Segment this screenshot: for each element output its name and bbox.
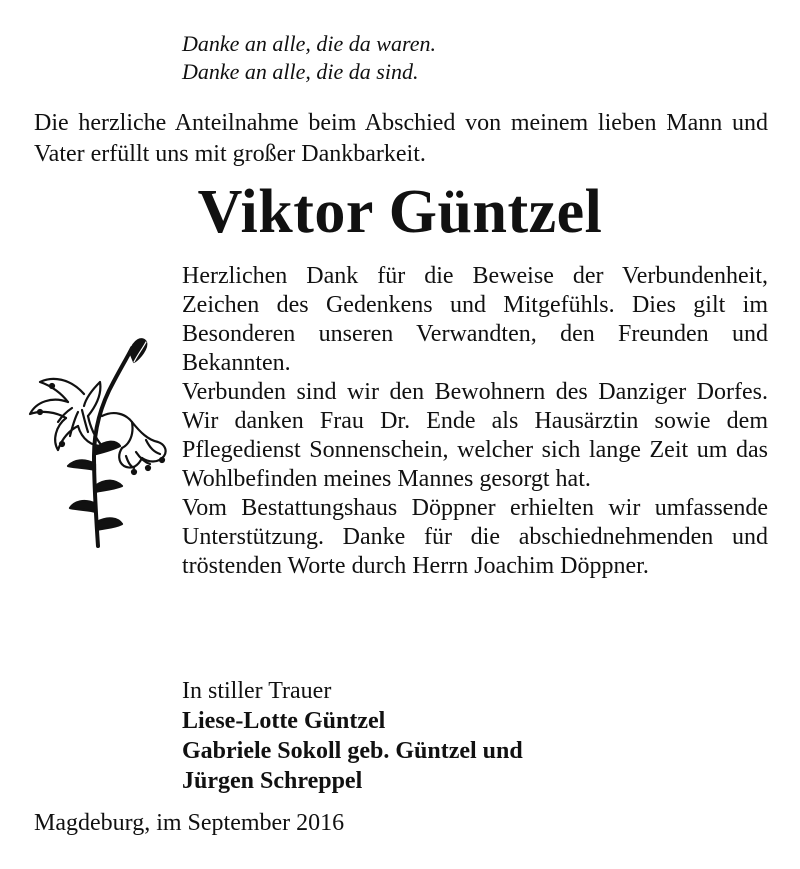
closing — [182, 676, 523, 796]
body-text — [182, 262, 768, 581]
closing-intro: In stiller Trauer — [182, 678, 332, 704]
intro-text: Die herzliche Anteilnahme beim Abschied von meinem lieben Mann und Vater erfüllt uns mit großer Dankbarkeit. — [34, 110, 768, 167]
lily-flower-icon — [22, 336, 172, 548]
deceased-name: Viktor Güntzel — [197, 178, 603, 246]
mourner-name: Liese-Lotte Güntzel — [182, 708, 386, 734]
mourner-name: Jürgen Schreppel — [182, 768, 363, 794]
body-paragraph-2: Verbunden sind wir den Bewohnern des Danziger Dorfes. Wir danken Frau Dr. Ende als Hausärztin sowie dem Pflegedienst Sonnenschein, welcher sich lange Zeit um das Wohlbefinden meines Mannes gesorgt hat. — [182, 379, 768, 492]
quote-line-2: Danke an alle, die da sind. — [182, 59, 419, 84]
body-paragraph-3: Vom Bestattungshaus Döppner erhielten wir umfassende Unterstützung. Danke für die abschiednehmenden und tröstenden Worte durch Herrn Joachim Döppner. — [182, 495, 768, 579]
place-and-date: Magdeburg, im September 2016 — [34, 810, 345, 836]
body-paragraph-1: Herzlichen Dank für die Beweise der Verbundenheit, Zeichen des Gedenkens und Mitgefühls. Dies gilt im Besonderen unseren Verwandten, den Freunden und Bekannten. — [182, 263, 768, 376]
quote-line-1: Danke an alle, die da waren. — [182, 31, 436, 56]
quote — [182, 30, 436, 86]
mourner-name: Gabriele Sokoll geb. Güntzel und — [182, 738, 523, 764]
